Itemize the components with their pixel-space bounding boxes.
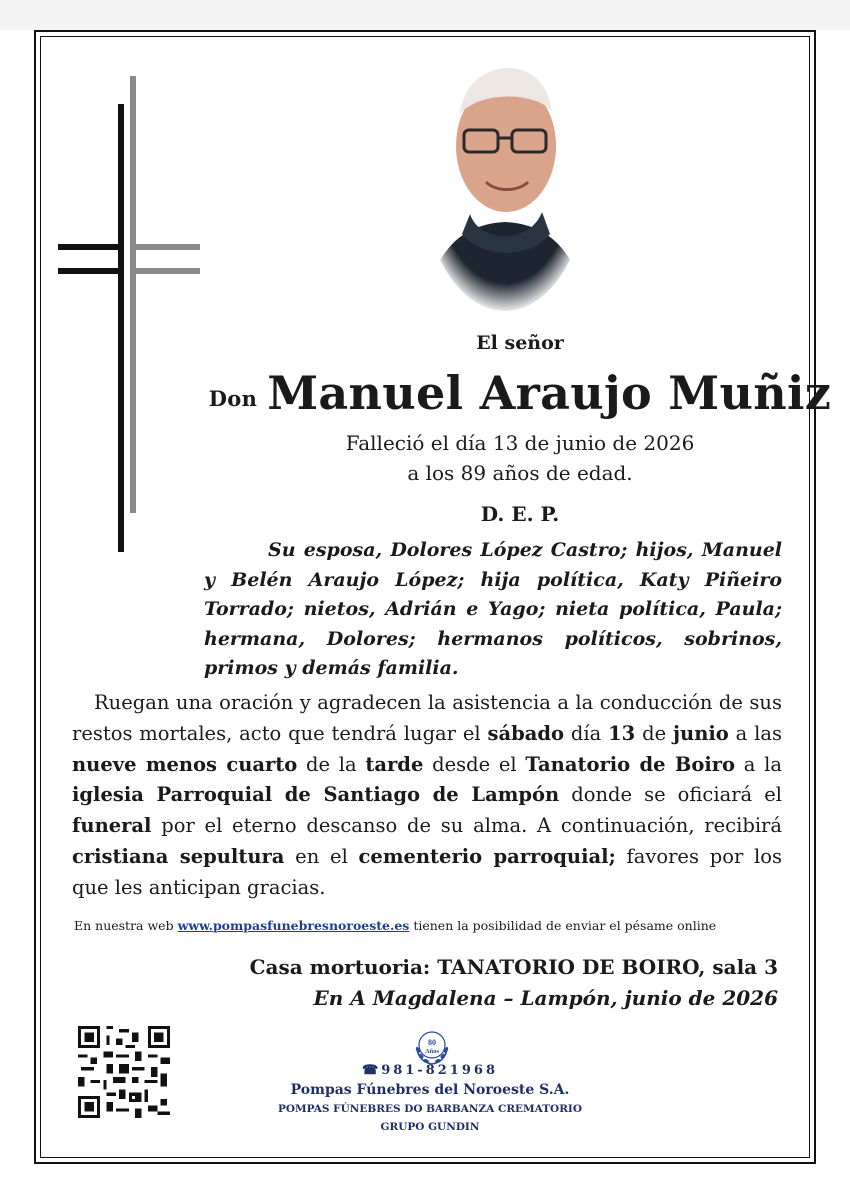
age-at-death: a los 89 años de edad.: [407, 461, 633, 485]
funeral-home: Casa mortuoria: TANATORIO DE BOIRO, sala 3: [249, 955, 778, 979]
company-group: GRUPO GUNDIN: [380, 1121, 480, 1133]
ceremony-text: Ruegan una oración y agradecen la asistencia a la conducción de sus restos mortales, acto que tendrá lugar el sábado día 13 de junio a las nueve menos cuarto de la tarde desde el Tanatorio de Boiro a la iglesia Parroquial de Santiago de Lampón donde se oficiará el funeral por el eterno descanso de su alma. A continuación, recibirá cristiana sepultura en el cementerio parroquial; favores por los que les anticipan gracias.: [72, 691, 782, 899]
cross-icon: [56, 76, 202, 556]
rip-text: D. E. P.: [480, 502, 560, 526]
qr-code-icon[interactable]: [78, 1026, 170, 1118]
phone-number: 981-821968: [381, 1063, 498, 1078]
deceased-name: Manuel Araujo Muñiz: [267, 366, 832, 420]
phone-icon: ☎: [361, 1063, 382, 1078]
title-prefix: El señor: [476, 332, 564, 354]
place-and-date: En A Magdalena – Lampón, junio de 2026: [313, 986, 778, 1010]
badge-text: Años: [424, 1048, 440, 1055]
phone-line: [200, 1063, 660, 1078]
company-subtitle: POMPAS FÚNEBRES DO BARBANZA CREMATORIO: [277, 1103, 582, 1115]
honorific: Don: [208, 386, 258, 411]
anniversary-badge-icon: [410, 1023, 454, 1067]
website-link[interactable]: www.pompasfunebresnoroeste.es: [177, 918, 410, 933]
death-date: Falleció el día 13 de junio de 2026: [345, 431, 695, 455]
condolence-web-note: En nuestra web www.pompasfunebresnoroeste.es tienen la posibilidad de enviar el pésame online: [74, 918, 717, 933]
deceased-portrait: [420, 44, 590, 314]
death-info: [200, 428, 840, 488]
deceased-name-line: [200, 366, 840, 420]
top-strip: [0, 0, 850, 30]
company-name: Pompas Fúnebres del Noroeste S.A.: [290, 1082, 570, 1098]
badge-number: 80: [428, 1038, 436, 1047]
family-list: Su esposa, Dolores López Castro; hijos, Manuel y Belén Araujo López; hija política, Katy Piñeiro Torrado; nietos, Adrián e Yago; nieta política, Paula; hermana, Dolores; hermanos políticos, sobrinos, primos y demás familia.: [204, 539, 782, 679]
